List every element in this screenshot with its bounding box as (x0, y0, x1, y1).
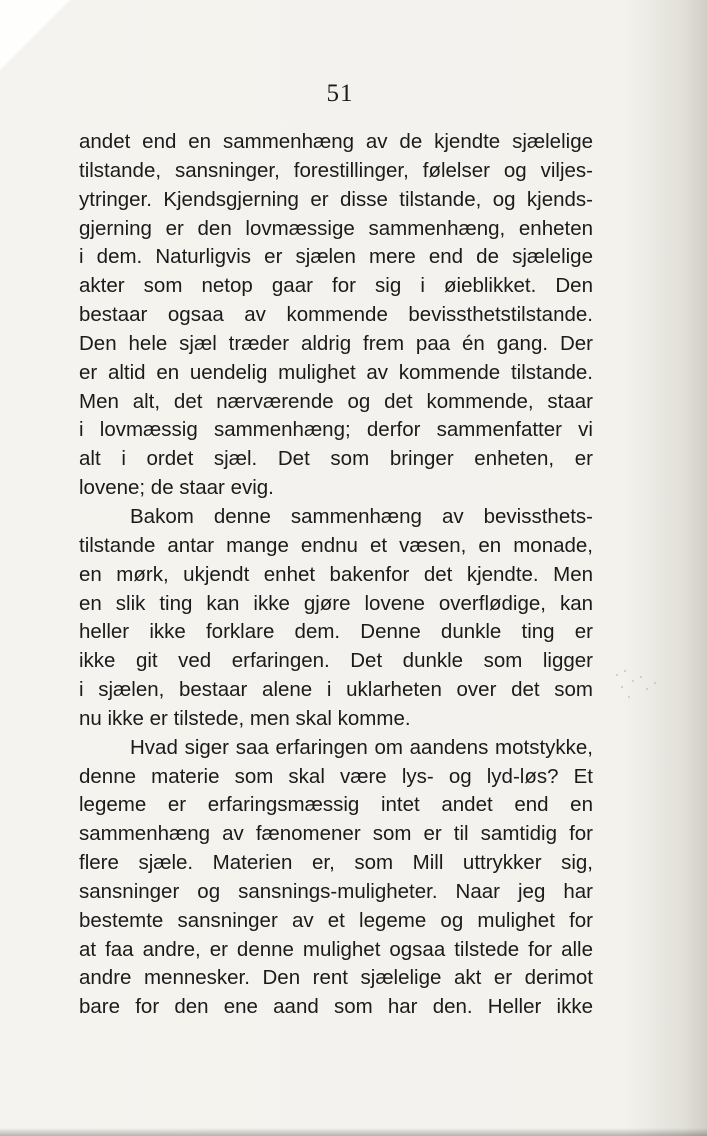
paper-specks (612, 668, 662, 708)
text-line: bare for den ene aand som har den. Heller ikke (79, 995, 593, 1019)
text-line: akter som netop gaar for sig i øieblikket. Den (79, 274, 593, 298)
paragraph (79, 503, 593, 734)
text-line: lovene; de staar evig. (79, 476, 274, 500)
page-corner-fold (0, 0, 70, 70)
text-line: tilstande, sansninger, forestillinger, følelser og viljes- (79, 158, 593, 182)
text-line: heller ikke forklare dem. Denne dunkle ting er (79, 620, 593, 644)
text-line: Bakom denne sammenhæng av bevissthets- (130, 504, 593, 528)
text-line: tilstande antar mange endnu et væsen, en monade, (79, 533, 593, 557)
text-line: i dem. Naturligvis er sjælen mere end de sjælelige (79, 245, 593, 269)
text-line: legeme er erfaringsmæssig intet andet end en (79, 793, 593, 817)
text-line: at faa andre, er denne mulighet ogsaa tilstede for alle (79, 937, 593, 961)
text-line: flere sjæle. Materien er, som Mill uttrykker sig, (79, 851, 593, 875)
text-line: en mørk, ukjendt enhet bakenfor det kjendte. Men (79, 562, 593, 586)
text-line: gjerning er den lovmæssige sammenhæng, enheten (79, 216, 593, 240)
paragraph (79, 734, 593, 1022)
text-line: er altid en uendelig mulighet av kommende tilstande. (79, 360, 593, 384)
text-line: bestaar ogsaa av kommende bevissthetstilstande. (79, 303, 593, 327)
text-line: Den hele sjæl træder aldrig frem paa én gang. Der (79, 331, 593, 355)
text-line: Hvad siger saa erfaringen om aandens motstykke, (130, 735, 593, 759)
text-line: alt i ordet sjæl. Det som bringer enheten, er (79, 447, 593, 471)
text-line: sansninger og sansnings-muligheter. Naar jeg har (79, 879, 593, 903)
text-line: andet end en sammenhæng av de kjendte sjælelige (79, 130, 593, 153)
text-line: i lovmæssig sammenhæng; derfor sammenfatter vi (79, 418, 593, 442)
body-text (79, 128, 593, 1022)
text-line: ytringer. Kjendsgjerning er disse tilstande, og kjends- (79, 187, 593, 211)
text-line: i sjælen, bestaar alene i uklarheten over det som (79, 678, 593, 702)
page-right-edge-shadow (645, 0, 707, 1136)
text-line: en slik ting kan ikke gjøre lovene overflødige, kan (79, 591, 593, 615)
text-line: denne materie som skal være lys- og lyd-løs? Et (79, 764, 593, 788)
text-line: andre mennesker. Den rent sjælelige akt er derimot (79, 966, 593, 990)
text-line: Men alt, det nærværende og det kommende, staar (79, 389, 593, 413)
text-line: ikke git ved erfaringen. Det dunkle som ligger (79, 649, 593, 673)
text-line: bestemte sansninger av et legeme og mulighet for (79, 908, 593, 932)
page-number: 51 (326, 80, 354, 107)
text-line: sammenhæng av fænomener som er til samtidig for (79, 822, 593, 846)
text-line: nu ikke er tilstede, men skal komme. (79, 706, 411, 730)
page-bottom-edge-shadow (0, 1128, 707, 1136)
paragraph (79, 128, 593, 503)
